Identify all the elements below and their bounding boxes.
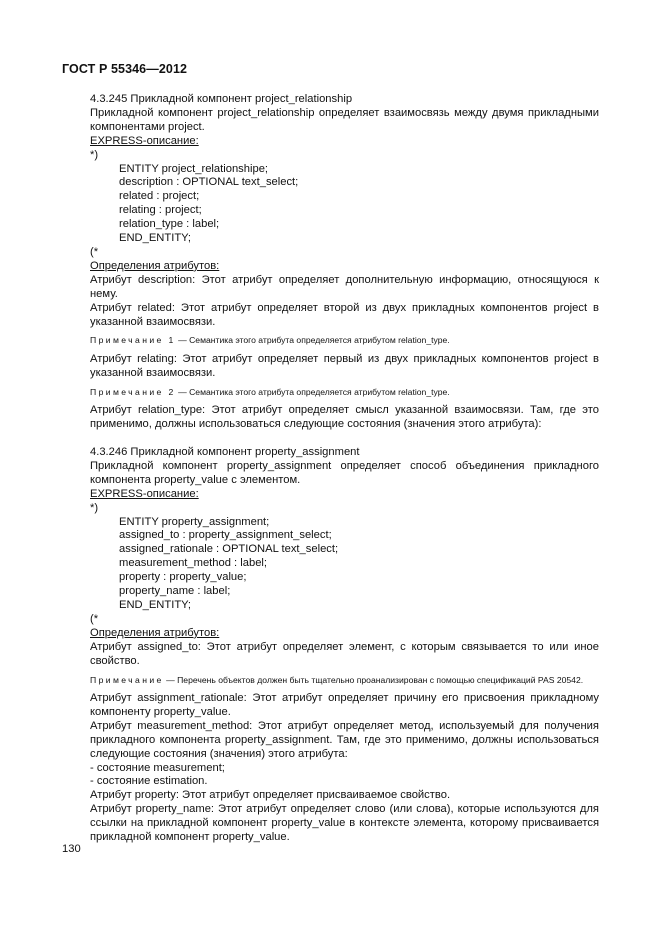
attribute-paragraph: Атрибут assigned_to: Этот атрибут определяет элемент, с которым связывается то или иное свойство. (90, 640, 599, 667)
section-heading-4-3-246: 4.3.246 Прикладной компонент property_assignment (90, 446, 360, 459)
page-number: 130 (62, 843, 81, 855)
note-label: Примечание (90, 674, 164, 685)
code-line: assigned_to : property_assignment_select; (119, 529, 332, 542)
express-label (62, 135, 599, 149)
section-heading-4-3-245: 4.3.245 Прикладной компонент project_relationship (90, 93, 353, 105)
code-line: property : property_value; (119, 571, 247, 584)
comment-close-marker: (* (90, 612, 99, 625)
comment-close-marker: (* (90, 245, 99, 258)
express-label-text: EXPRESS-описание: (90, 487, 199, 500)
attribute-paragraph: Атрибут related: Этот атрибут определяет второй из двух прикладных компонентов project в указанной взаимосвязи. (90, 301, 599, 328)
code-line: ENTITY project_relationshipe; (119, 162, 269, 175)
express-label-text: EXPRESS-описание: (90, 134, 199, 147)
express-code-block (62, 163, 599, 246)
note-paragraph (62, 675, 599, 687)
note-text: — Перечень объектов должен быть тщательно проанализирован с помощью спецификаций PAS 20542. (163, 674, 584, 685)
state-list-item: - состояние measurement; (90, 761, 225, 774)
code-line: relating : project; (119, 204, 202, 217)
attribute-paragraph: Атрибут property_name: Этот атрибут определяет слово (или слова), которые используются для ссылки на прикладной компонент property_value в контексте элемента, которому присваивается прикладной компонент property_value. (90, 803, 599, 844)
attribute-definitions-text: Определения атрибутов: (90, 259, 220, 272)
attribute-paragraph: Атрибут property: Этот атрибут определяет присваиваемое свойство. (90, 789, 451, 802)
attribute-paragraph: Атрибут measurement_method: Этот атрибут определяет метод, используемый для получения прикладного компонента property_assignment. Там, где это применимо, должны использоваться следующие состояния (значения) этого атрибута: (90, 719, 599, 760)
code-line: assigned_rationale : OPTIONAL text_select; (119, 543, 339, 556)
code-line: property_name : label; (119, 585, 231, 598)
note-paragraph (62, 387, 599, 399)
code-line: END_ENTITY; (119, 599, 192, 611)
express-code-block (62, 516, 599, 613)
attribute-definitions-label (62, 260, 599, 274)
state-list-item: - состояние estimation. (90, 775, 208, 788)
section-intro-paragraph: Прикладной компонент property_assignment определяет способ объединения прикладного компонента property_value с элементом. (90, 459, 599, 486)
express-label (62, 488, 599, 502)
section-spacer (62, 432, 599, 446)
code-line: description : OPTIONAL text_select; (119, 176, 299, 189)
code-line: END_ENTITY; (119, 232, 192, 245)
comment-open-marker: *) (90, 148, 99, 161)
document-body (62, 93, 599, 845)
note-label: Примечание 1 (90, 335, 176, 346)
comment-open-marker: *) (90, 501, 99, 514)
note-paragraph (62, 335, 599, 347)
note-text: — Семантика этого атрибута определяется атрибутом relation_type. (175, 335, 450, 346)
code-line: measurement_method : label; (119, 557, 268, 570)
attribute-paragraph: Атрибут relating: Этот атрибут определяет первый из двух прикладных компонентов project в указанной взаимосвязи. (90, 352, 599, 379)
note-label: Примечание 2 (90, 386, 176, 397)
code-line: ENTITY property_assignment; (119, 515, 270, 528)
attribute-definitions-text: Определения атрибутов: (90, 626, 220, 639)
attribute-paragraph: Атрибут assignment_rationale: Этот атрибут определяет причину его присвоения прикладному компоненту property_value. (90, 692, 599, 718)
code-line: related : project; (119, 190, 200, 203)
note-text: — Семантика этого атрибута определяется атрибутом relation_type. (175, 386, 450, 397)
document-header: ГОСТ Р 55346—2012 (62, 62, 188, 76)
section-intro-paragraph: Прикладной компонент project_relationship определяет взаимосвязь между двумя прикладными компонентами project. (90, 106, 599, 133)
attribute-definitions-label (62, 627, 599, 641)
attribute-paragraph: Атрибут description: Этот атрибут определяет дополнительную информацию, относящуюся к нему. (90, 273, 599, 300)
attribute-paragraph: Атрибут relation_type: Этот атрибут определяет смысл указанной взаимосвязи. Там, где это применимо, должны использоваться следующие состояния (значения этого атрибута): (90, 404, 599, 431)
code-line: relation_type : label; (119, 218, 220, 231)
